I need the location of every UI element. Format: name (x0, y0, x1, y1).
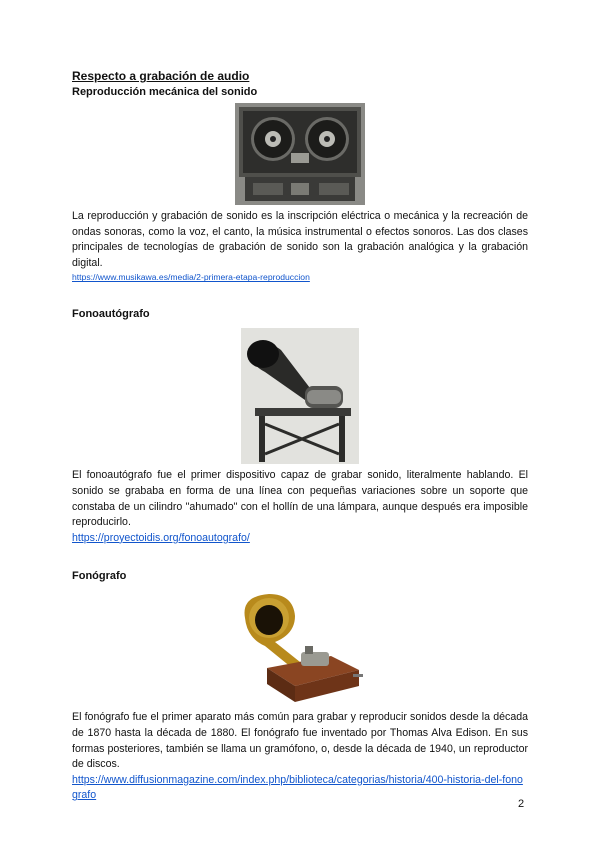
phonograph-image (72, 590, 528, 706)
phonautograph-image (72, 328, 528, 464)
document-page (72, 68, 528, 804)
page-number: 2 (518, 798, 525, 810)
section-fonografo (72, 568, 528, 804)
source-link[interactable]: https://www.diffusionmagazine.com/index.php/biblioteca/categorias/historia/400-historia-del-fonografo (72, 773, 523, 802)
section-heading: Reproducción mecánica del sonido (72, 86, 258, 98)
section-paragraph: El fonoautógrafo fue el primer dispositivo capaz de grabar sonido, literalmente hablando. El sonido se grababa en forma de una línea con pequeñas variaciones sobre un soporte que constaba de un cilindro "ahumado" con el hollín de una lámpara, aunque después era imposible reproducirlo. (72, 469, 528, 529)
tape-recorder-image (72, 103, 528, 205)
source-link[interactable]: https://www.musikawa.es/media/2-primera-etapa-reproduccion (72, 272, 310, 283)
section-heading: Fonoautógrafo (72, 308, 150, 321)
source-link[interactable]: https://proyectoidis.org/fonoautografo/ (72, 531, 250, 544)
section-fonoautografo (72, 306, 528, 546)
section-heading: Fonógrafo (72, 570, 127, 583)
document-title: Respecto a grabación de audio (72, 69, 250, 83)
section-reproduccion (72, 84, 528, 284)
section-paragraph: El fonógrafo fue el primer aparato más común para grabar y reproducir sonidos desde la década de 1870 hasta la década de 1880. El fonógrafo fue inventado por Thomas Alva Edison. En sus formas posteriores, también se llama un gramófono, o, desde la década de 1940, un reproductor de discos. (72, 711, 528, 771)
section-paragraph: La reproducción y grabación de sonido es la inscripción eléctrica o mecánica y la recreación de ondas sonoras, como la voz, el canto, la música instrumental o efectos sonoros. Las dos clases principales de tecnologías de grabación de sonido son la grabación analógica y la grabación digital. (72, 210, 528, 269)
